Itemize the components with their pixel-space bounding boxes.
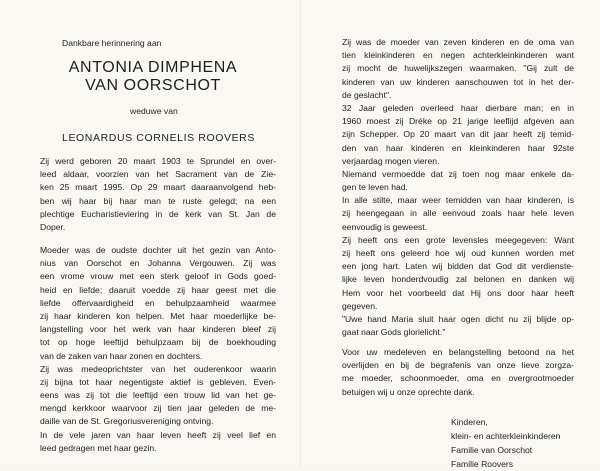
text-line: een jong hart. Laten wij bidden dat God dit verdienste- [342,261,574,272]
signature-line: Familie Roovers [451,459,514,469]
text-line: heid en liefde; daaruit voedde zij haar geest met die [40,284,276,295]
text-line: zij bijna tot haar negentigste aktief is gebleven. Even- [40,376,276,387]
text-line: ben wij haar bij haar man te ruste gelegd; na een [40,195,276,206]
text-line: eens was zij tot die leeftijd een trouw lid van het ge- [40,390,276,401]
husband-name: LEONARDUS CORNELIS ROOVERS [62,132,255,144]
text-line: liefde offervaardigheid en behulpzaamheid waarmee [40,297,276,308]
text-line: gen te leven had. [342,182,408,193]
text-line: kinderen van uw kinderen aanschouwen tot in het der- [342,76,574,87]
text-line: nius van Oorschot en Johanna Vergouwen. Zij was [40,258,276,269]
text-line: In alle stilte, maar weer temidden van haar kinderen, is [342,195,574,206]
text-line: "Uwe hand Maria sluit haar ogen dicht nu zij blijde op- [342,313,574,324]
text-line: Hem voor het voorbeeld dat Hij ons door haar heeft [342,287,574,298]
text-line: zij heeft ons geleerd hoe wij oud kunnen worden met [342,248,574,258]
text-line: ken 25 maart 1995. Op 29 maart daaraanvolgend heb- [40,182,276,193]
text-line: mengd kerkkoor waarvoor zij tien jaar geleden de me- [40,403,276,414]
deceased-name-line1: ANTONIA DIMPHENA [68,59,238,76]
text-line: Zij heeft ons een grote levensles meegegeven: Want [342,234,574,245]
text-line: Doper. [40,221,66,232]
text-line: betuigen wij u onze oprechte dank. [342,386,475,397]
text-line: zij mocht de huwelijkszegen waarmaken. "Gij zult de [342,63,574,74]
text-line: gegeven. [342,300,378,311]
right-paragraph-2 [342,346,574,399]
signature-line: Familie van Oorschot [451,445,533,455]
text-line: tien kleinkinderen en negen achterkleinkinderen want [342,50,574,61]
text-line: zij haar kinderen kon helpen. Met haar moederlijke be- [40,310,276,321]
text-line: van de zaken van haar zonen en dochters. [40,350,203,361]
text-line: Zij was de moeder van zeven kinderen en de oma van [342,37,574,47]
text-line: lijke leven honderdvoudig zal belonen en danken wij [342,274,574,285]
signature-block [451,415,560,471]
text-line: leed gedragen met haar gezin. [40,442,157,453]
signature-line: klein- en achterkleinkinderen [451,431,561,441]
deceased-name-line2: VAN OORSCHOT [85,77,221,94]
widow-of-label: weduwe van [130,106,178,116]
text-line: 32 Jaar geleden overleed haar dierbare man; en in [342,102,574,113]
left-paragraph-1 [40,155,276,234]
text-line: In de vele jaren van haar leven heeft zij veel lief en [40,429,276,440]
text-line: zij heengegaan in alle eenvoud zoals haar hele leven [342,208,574,219]
text-line: verjaardag mogen vieren. [342,155,440,166]
text-line: langstelling voor het werk van haar kinderen bleef zij [40,324,276,335]
text-line: daille van de St. Gregoriusvereniging ontving. [40,416,214,427]
intro-text: Dankbare herinnering aan [62,38,162,48]
text-line: leed aldaar, voorzien van het Sacrament van de Zie- [40,169,276,180]
text-line: een vrome vrouw met een sterk geloof in Gods goed- [40,271,276,282]
text-line: eenvoudig is geweest. [342,221,428,232]
text-line: Zij was medeoprichtster van het ouderenkoor waarin [40,363,276,374]
text-line: zijn Schepper. Op 20 maart van dit jaar heeft zij temid- [342,129,574,140]
text-line: 1960 moest zij Dréke op 21 jarige leeflijd afgeven aan [342,116,574,127]
text-line: plechtige Eucharistieviering in de kerk van St. Jan de [40,208,276,219]
text-line: overlijden en bij de begrafenis van onze lieve zorgza- [342,360,574,371]
card-fold [300,0,301,469]
text-line: den van haar kinderen en kleinkinderen haar 92ste [342,142,574,153]
text-line: me moeder, schoonmoeder, oma en overgrootmoeder [342,373,574,384]
deceased-name [28,59,278,95]
text-line: tot op hoge leeftijd behulpzaam bij de boekhouding [40,337,276,348]
signature-line: Kinderen, [451,417,488,427]
text-line: Niemand vermoedde dat zij toen nog maar enkele da- [342,168,574,179]
text-line: Voor uw medeleven en belangstelling betoond na het [342,347,574,357]
right-paragraph-1 [342,36,574,339]
text-line: Zij werd geboren 20 maart 1903 te Sprundel en over- [40,156,276,166]
text-line: gaat naar Gods glorielicht." [342,327,446,338]
left-paragraph-2 [40,244,276,455]
text-line: Moeder was de oudste dochter uit het gezin van Anto- [40,245,276,255]
text-line: de geslacht". [342,89,392,100]
